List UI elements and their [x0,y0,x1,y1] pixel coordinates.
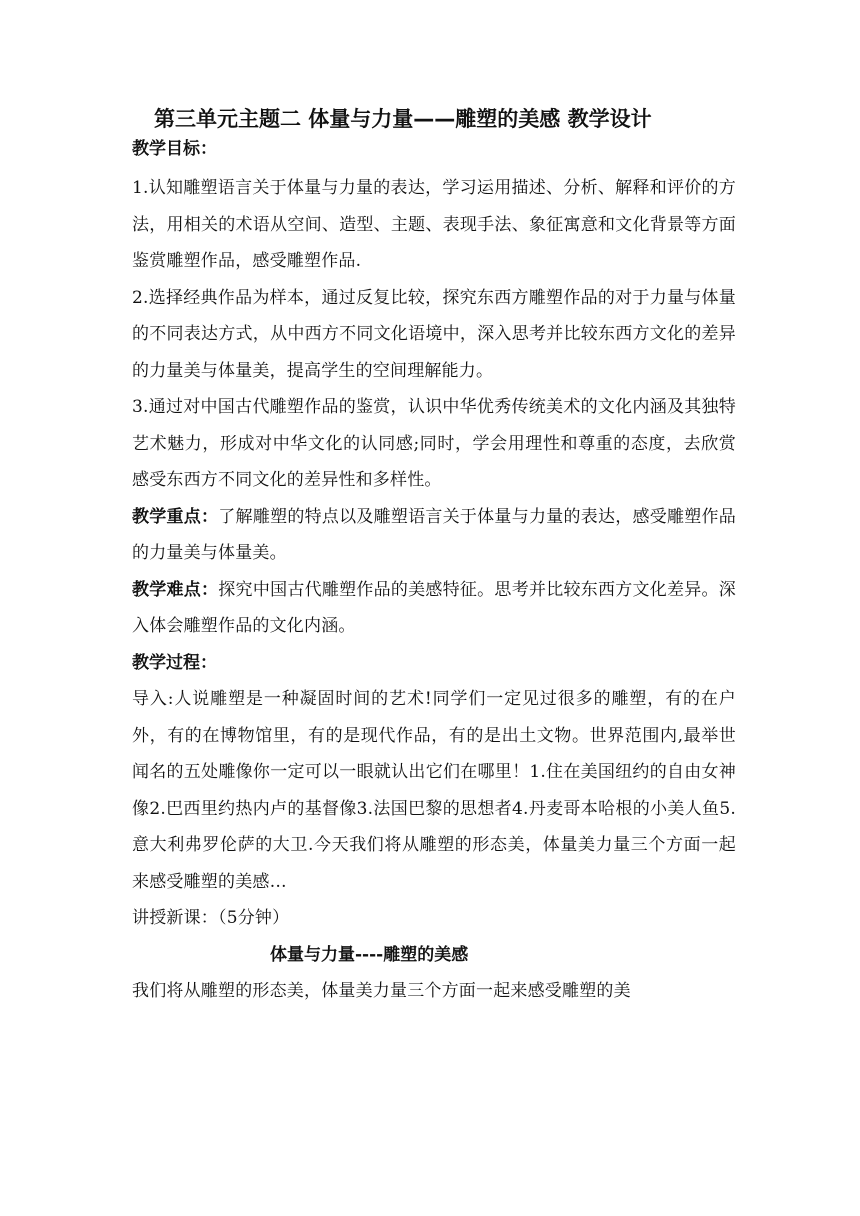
objective-item-2: 2.选择经典作品为样本，通过反复比较，探究东西方雕塑作品的对于力量与体量的不同表达方式，从中西方不同文化语境中，深入思考并比较东西方文化的差异的力量美与体量美，提高学生的空间理解能力。 [132,287,736,381]
process-heading: 教学过程： [132,652,217,673]
process-intro: 导入:人说雕塑是一种凝固时间的艺术!同学们一定见过很多的雕塑，有的在户外，有的在博物馆里，有的是现代作品，有的是出土文物。世界范围内,最举世闻名的五处雕像你一定可以一眼就认出它们在哪里！1.住在美国纽约的自由女神像2.巴西里约热内卢的基督像3.法国巴黎的思想者4.丹麦哥本哈根的小美人鱼5.意大利弗罗伦萨的大卫.今天我们将从雕塑的形态美，体量美力量三个方面一起来感受雕塑的美感… [132,689,736,892]
key-point-paragraph [132,499,736,572]
key-point-text: 了解雕塑的特点以及雕塑语言关于体量与力量的表达，感受雕塑作品的力量美与体量美。 [132,506,737,563]
objective-item-1: 1.认知雕塑语言关于体量与力量的表达，学习运用描述、分析、解释和评价的方法，用相关的术语从空间、造型、主题、表现手法、象征寓意和文化背景等方面鉴赏雕塑作品，感受雕塑作品. [132,178,736,271]
objectives-heading: 教学目标： [132,139,217,159]
continuation-paragraph: 我们将从雕塑的形态美，体量美力量三个方面一起来感受雕塑的美 [132,981,631,1001]
document-title: 第三单元主题二 体量与力量——雕塑的美感 教学设计 [154,107,652,131]
objective-item-3: 3.通过对中国古代雕塑作品的鉴赏，认识中华优秀传统美术的文化内涵及其独特艺术魅力，形成对中华文化的认同感;同时，学会用理性和尊重的态度，去欣赏感受东西方不同文化的差异性和多样性。 [132,397,736,490]
document-page [132,104,736,1010]
key-point-label: 教学重点： [132,506,219,527]
section-subtitle: 体量与力量----雕塑的美感 [270,944,469,965]
difficulty-label: 教学难点： [132,579,219,600]
difficulty-paragraph [132,572,736,645]
lecture-label: 讲授新课：（5分钟） [132,908,290,928]
difficulty-text: 探究中国古代雕塑作品的美感特征。思考并比较东西方文化差异。深入体会雕塑作品的文化内涵。 [132,579,737,636]
